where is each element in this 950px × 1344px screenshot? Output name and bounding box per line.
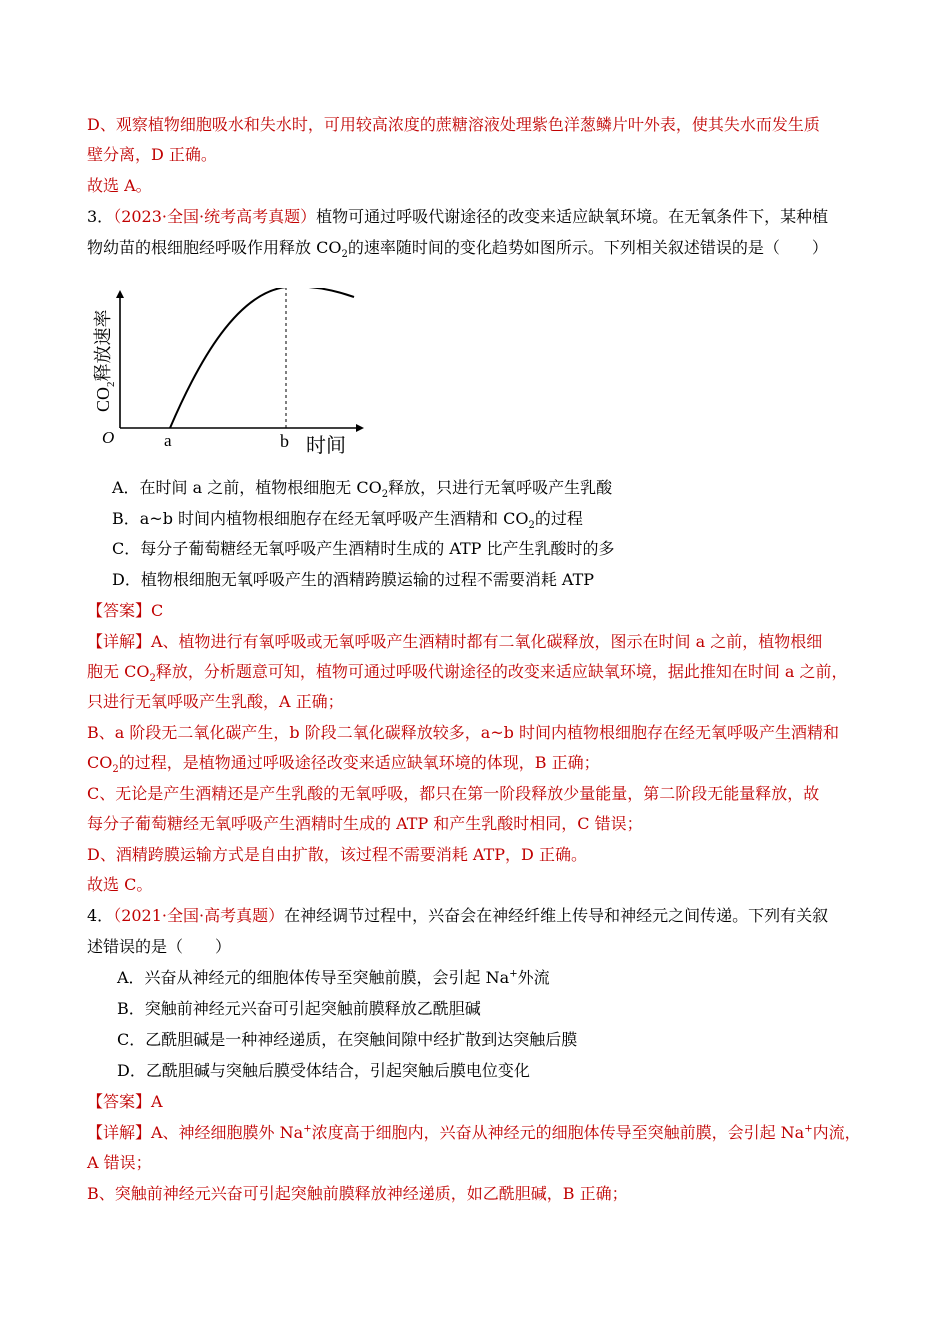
q3-stem1: 植物可通过呼吸代谢途径的改变来适应缺氧环境。在无氧条件下，某种植: [316, 207, 829, 226]
q3-answer: 【答案】C: [87, 601, 164, 620]
q3-option-a-text: A．在时间 a 之前，植物根细胞无 CO: [112, 478, 382, 497]
x-axis-label: 时间: [306, 435, 346, 457]
q4-option-b[interactable]: B．突触前神经元兴奋可引起突触前膜释放乙酰胆碱: [117, 999, 481, 1018]
q3-option-b-sub: 2: [528, 520, 535, 532]
tick-label-a: a: [164, 431, 172, 450]
q3-detail-l4: B、a 阶段无二氧化碳产生，b 阶段二氧化碳释放较多，a~b 时间内植物根细胞存在经无氧呼吸产生酒精和: [87, 723, 839, 742]
co2-release-chart: [88, 288, 378, 463]
q4-source: （2021·全国·高考真题）: [113, 906, 285, 925]
q3-detail-l6: C、无论是产生酒精还是产生乳酸的无氧呼吸，都只在第一阶段释放少量能量，第二阶段无能量释放，故: [87, 784, 820, 803]
origin-label: O: [102, 428, 115, 447]
q3-stem2-b: 的速率随时间的变化趋势如图所示。下列相关叙述错误的是（ ）: [347, 238, 828, 257]
q3-detail-l7: 每分子葡萄糖经无氧呼吸产生酒精时生成的 ATP 和产生乳酸时相同，C 错误；: [87, 814, 643, 833]
q3-option-d[interactable]: D．植物根细胞无氧呼吸产生的酒精跨膜运输的过程不需要消耗 ATP: [112, 570, 595, 589]
q3-option-b-text: B．a~b 时间内植物根细胞存在经无氧呼吸产生酒精和 CO: [112, 509, 529, 528]
prev-detail-d-line2: 壁分离，D 正确。: [87, 145, 217, 164]
prev-detail-d-line1: D、观察植物细胞吸水和失水时，可用较高浓度的蔗糖溶液处理紫色洋葱鳞片叶外表，使其失水而发生质: [87, 115, 820, 134]
q4-stem-line2: 述错误的是（ ）: [87, 937, 232, 956]
q3-option-a[interactable]: [112, 478, 613, 501]
q4-option-a-sup: +: [509, 968, 518, 980]
q3-stem-line1: [87, 207, 828, 227]
q3-option-b[interactable]: [112, 509, 583, 532]
q3-option-c[interactable]: C．每分子葡萄糖经无氧呼吸产生酒精时生成的 ATP 比产生乳酸时的多: [112, 539, 615, 558]
q3-stem2-sub: 2: [341, 249, 348, 261]
q4-option-a-text: A．兴奋从神经元的细胞体传导至突触前膜，会引起 Na: [117, 968, 510, 987]
q3-detail-l2: 胞无 $CO_2$释放，分析题意可知，植物可通过呼吸代谢途径的改变来适应缺氧环境，据此推知在时间 a 之前，: [87, 662, 848, 685]
q3-detail-l5: $CO_2$的过程，是植物通过呼吸途径改变来适应缺氧环境的体现，B 正确；: [87, 753, 600, 776]
q3-stem2-a: 物幼苗的根细胞经呼吸作用释放 CO: [87, 238, 342, 257]
q3-option-a-text2: 释放，只进行无氧呼吸产生乳酸: [388, 478, 613, 497]
q3-detail-l1: 【详解】A、植物进行有氧呼吸或无氧呼吸产生酒精时都有二氧化碳释放，图示在时间 a 之前，植物根细: [87, 632, 823, 651]
q3-option-a-sub: 2: [381, 489, 389, 501]
q4-option-a[interactable]: [117, 968, 550, 988]
q3-detail-l8: D、酒精跨膜运输方式是自由扩散，该过程不需要消耗 ATP，D 正确。: [87, 845, 587, 864]
q4-detail-l3: B、突触前神经元兴奋可引起突触前膜释放神经递质，如乙酰胆碱，B 正确；: [87, 1184, 628, 1203]
q4-option-a-text2: 外流: [517, 968, 550, 987]
y-axis-label: $CO_2$释放速率: [93, 309, 117, 412]
q4-stem-line1: [87, 906, 828, 926]
q4-stem1: 在神经调节过程中，兴奋会在神经纤维上传导和神经元之间传递。下列有关叙: [284, 906, 829, 925]
q3-option-b-text2: 的过程: [534, 509, 583, 528]
q4-detail-l2: A 错误；: [87, 1153, 152, 1172]
q4-answer: 【答案】A: [87, 1092, 163, 1111]
q3-number: 3．: [87, 207, 114, 226]
q3-detail-l3: 只进行无氧呼吸产生乳酸，A 正确；: [87, 692, 344, 711]
q4-option-d[interactable]: D．乙酰胆碱与突触后膜受体结合，引起突触后膜电位变化: [117, 1061, 530, 1080]
q3-stem-line2: [87, 238, 828, 261]
co2-rate-curve: [170, 288, 354, 428]
tick-label-b: b: [280, 431, 289, 451]
q4-option-c[interactable]: C．乙酰胆碱是一种神经递质，在突触间隙中经扩散到达突触后膜: [117, 1030, 578, 1049]
q3-detail-l9: 故选 C。: [87, 875, 153, 894]
prev-choose: 故选 A。: [87, 176, 152, 195]
q4-number: 4．: [87, 906, 114, 925]
q3-source: （2023·全国·统考高考真题）: [113, 207, 317, 226]
q4-detail-l1: 【详解】A、神经细胞膜外 Na+浓度高于细胞内，兴奋从神经元的细胞体传导至突触前膜，会引起 Na+内流，: [87, 1123, 861, 1142]
